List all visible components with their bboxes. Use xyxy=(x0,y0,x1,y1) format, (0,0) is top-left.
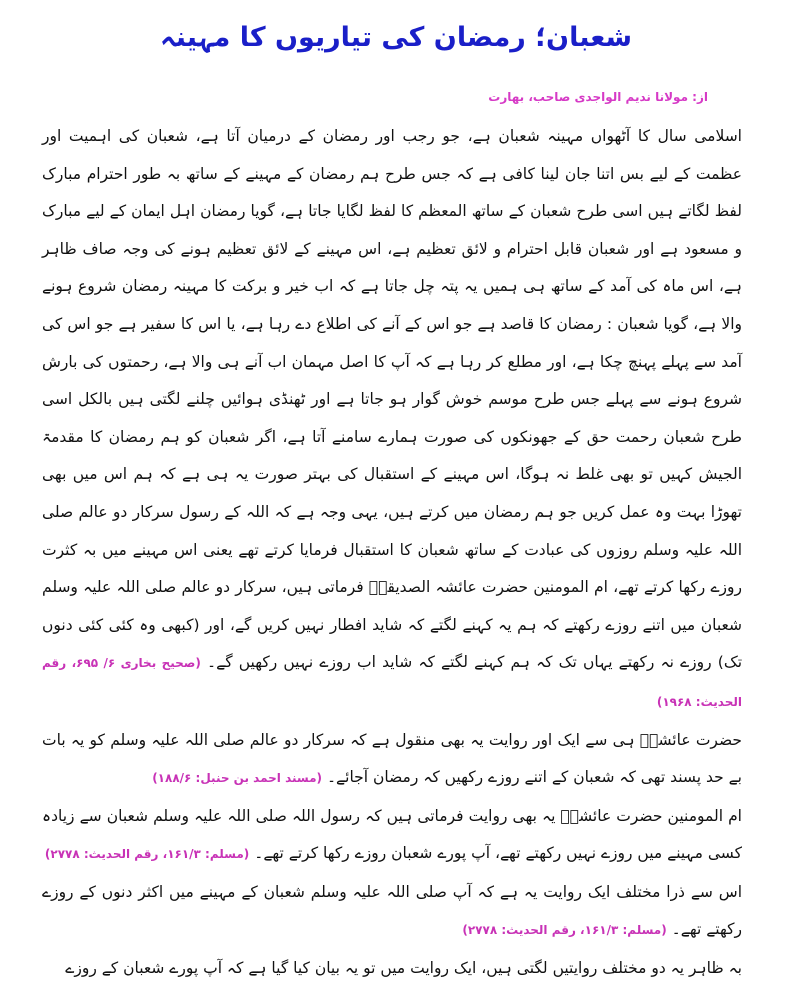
paragraph xyxy=(42,722,742,798)
citation: (مسلم: ۱۶۱/۳، رقم الحدیث: ۲۷۷۸) xyxy=(44,847,250,862)
article-body xyxy=(42,118,742,988)
paragraph-text: بہ ظاہر یہ دو مختلف روایتیں لگتی ہیں، ایک روایت میں تو یہ بیان کیا گیا ہے کہ آپ پورے شعبان کے روزے xyxy=(65,959,742,978)
paragraph-text: اس سے ذرا مختلف ایک روایت یہ ہے کہ آپ صلی اللہ علیہ وسلم شعبان کے مہینے میں اکثر دنوں کے روزے رکھتے تھے۔ xyxy=(42,882,742,939)
citation: (مسند احمد بن حنبل: ۱۸۸/۶) xyxy=(152,771,323,786)
paragraph-text: حضرت عائشہؓ ہی سے ایک اور روایت یہ بھی منقول ہے کہ سرکار دو عالم صلی اللہ علیہ وسلم کو یہ بات بے حد پسند تھی کہ شعبان کے اتنے روزے رکھیں کہ رمضان آجائے۔ xyxy=(42,730,742,787)
paragraph xyxy=(42,950,742,988)
citation: (صحیح بخاری ۶/ ۶۹۵، رقم الحدیث: ۱۹۶۸) xyxy=(42,656,742,709)
paragraph xyxy=(42,118,742,722)
paragraph xyxy=(42,798,742,874)
paragraph xyxy=(42,874,742,950)
paragraph-text: اسلامی سال کا آٹھواں مہینہ شعبان ہے، جو رجب اور رمضان کے درمیان آتا ہے، شعبان کی اہمیت اور عظمت کے لیے بس اتنا جان لینا کافی ہے کہ جس طرح ہم رمضان کے مہینے کے ساتھ بہ طور احترام مبارک لفظ لگاتے ہیں اسی طرح شعبان کے ساتھ المعظم کا لفظ لگایا جاتا ہے، گویا رمضان اہل ایمان کے لیے مبارک و مسعود ہے اور شعبان قابل احترام و لائق تعظیم ہے، اس مہینے کے لائق تعظیم ہونے کی وجہ صاف ظاہر ہے، اس ماہ کی آمد کے ساتھ ہی ہمیں یہ پتہ چل جاتا ہے کہ اب خیر و برکت کا مہینہ رمضان شروع ہونے والا ہے، گویا شعبان : رمضان کا قاصد ہے جو اس کے آنے کی اطلاع دے رہا ہے، یا اس کا سفیر ہے جو اس کی آمد سے پہلے پہنچ چکا ہے، اور مطلع کر رہا ہے کہ آپ کا اصل مہمان اب آنے ہی والا ہے، رحمتوں کی بارش شروع ہونے سے پہلے جس طرح موسم خوش گوار ہو جاتا ہے اور ٹھنڈی ہوائیں چلنے لگتی ہیں بالکل اسی طرح شعبان رحمت حق کے جھونکوں کی صورت ہمارے سامنے آتا ہے، اگر شعبان کو ہم رمضان کا مقدمۃ الجیش کہیں تو بھی غلط نہ ہوگا، اس مہینے کے استقبال کی بہتر صورت یہ ہی ہے کہ ہم اس میں بھی تھوڑا بہت وہ عمل کریں جو ہم رمضان میں کرتے ہیں، یہی وجہ ہے کہ اللہ کے رسول سرکار دو عالم صلی اللہ علیہ وسلم روزوں کی عبادت کے ساتھ شعبان کا استقبال فرمایا کرتے تھے یعنی اس مہینے میں بہ کثرت روزے رکھا کرتے تھے، ام المومنین حضرت عائشہ الصدیقہؓ فرماتی ہیں، سرکار دو عالم صلی اللہ علیہ وسلم شعبان میں اتنے روزے رکھتے کہ ہم یہ کہنے لگتے کہ شاید افطار نہیں کریں گے، اور (کبھی وہ کئی کئی دنوں تک) روزے نہ رکھتے یہاں تک کہ ہم کہنے لگتے کہ شاید اب روزے نہیں رکھیں گے۔ xyxy=(42,127,743,672)
paragraph-text: ام المومنین حضرت عائشہؓ یہ بھی روایت فرماتی ہیں کہ رسول اللہ صلی اللہ علیہ وسلم شعبان سے زیادہ کسی مہینے میں روزے نہیں رکھتے تھے، آپ پورے شعبان روزے رکھا کرتے تھے۔ xyxy=(42,806,742,863)
citation: (مسلم: ۱۶۱/۳، رقم الحدیث: ۲۷۷۸) xyxy=(462,923,667,938)
page-title: شعبان؛ رمضان کی تیاریوں کا مہینہ xyxy=(159,22,633,53)
author-line: از: مولانا ندیم الواجدی صاحب، بھارت xyxy=(488,90,708,104)
